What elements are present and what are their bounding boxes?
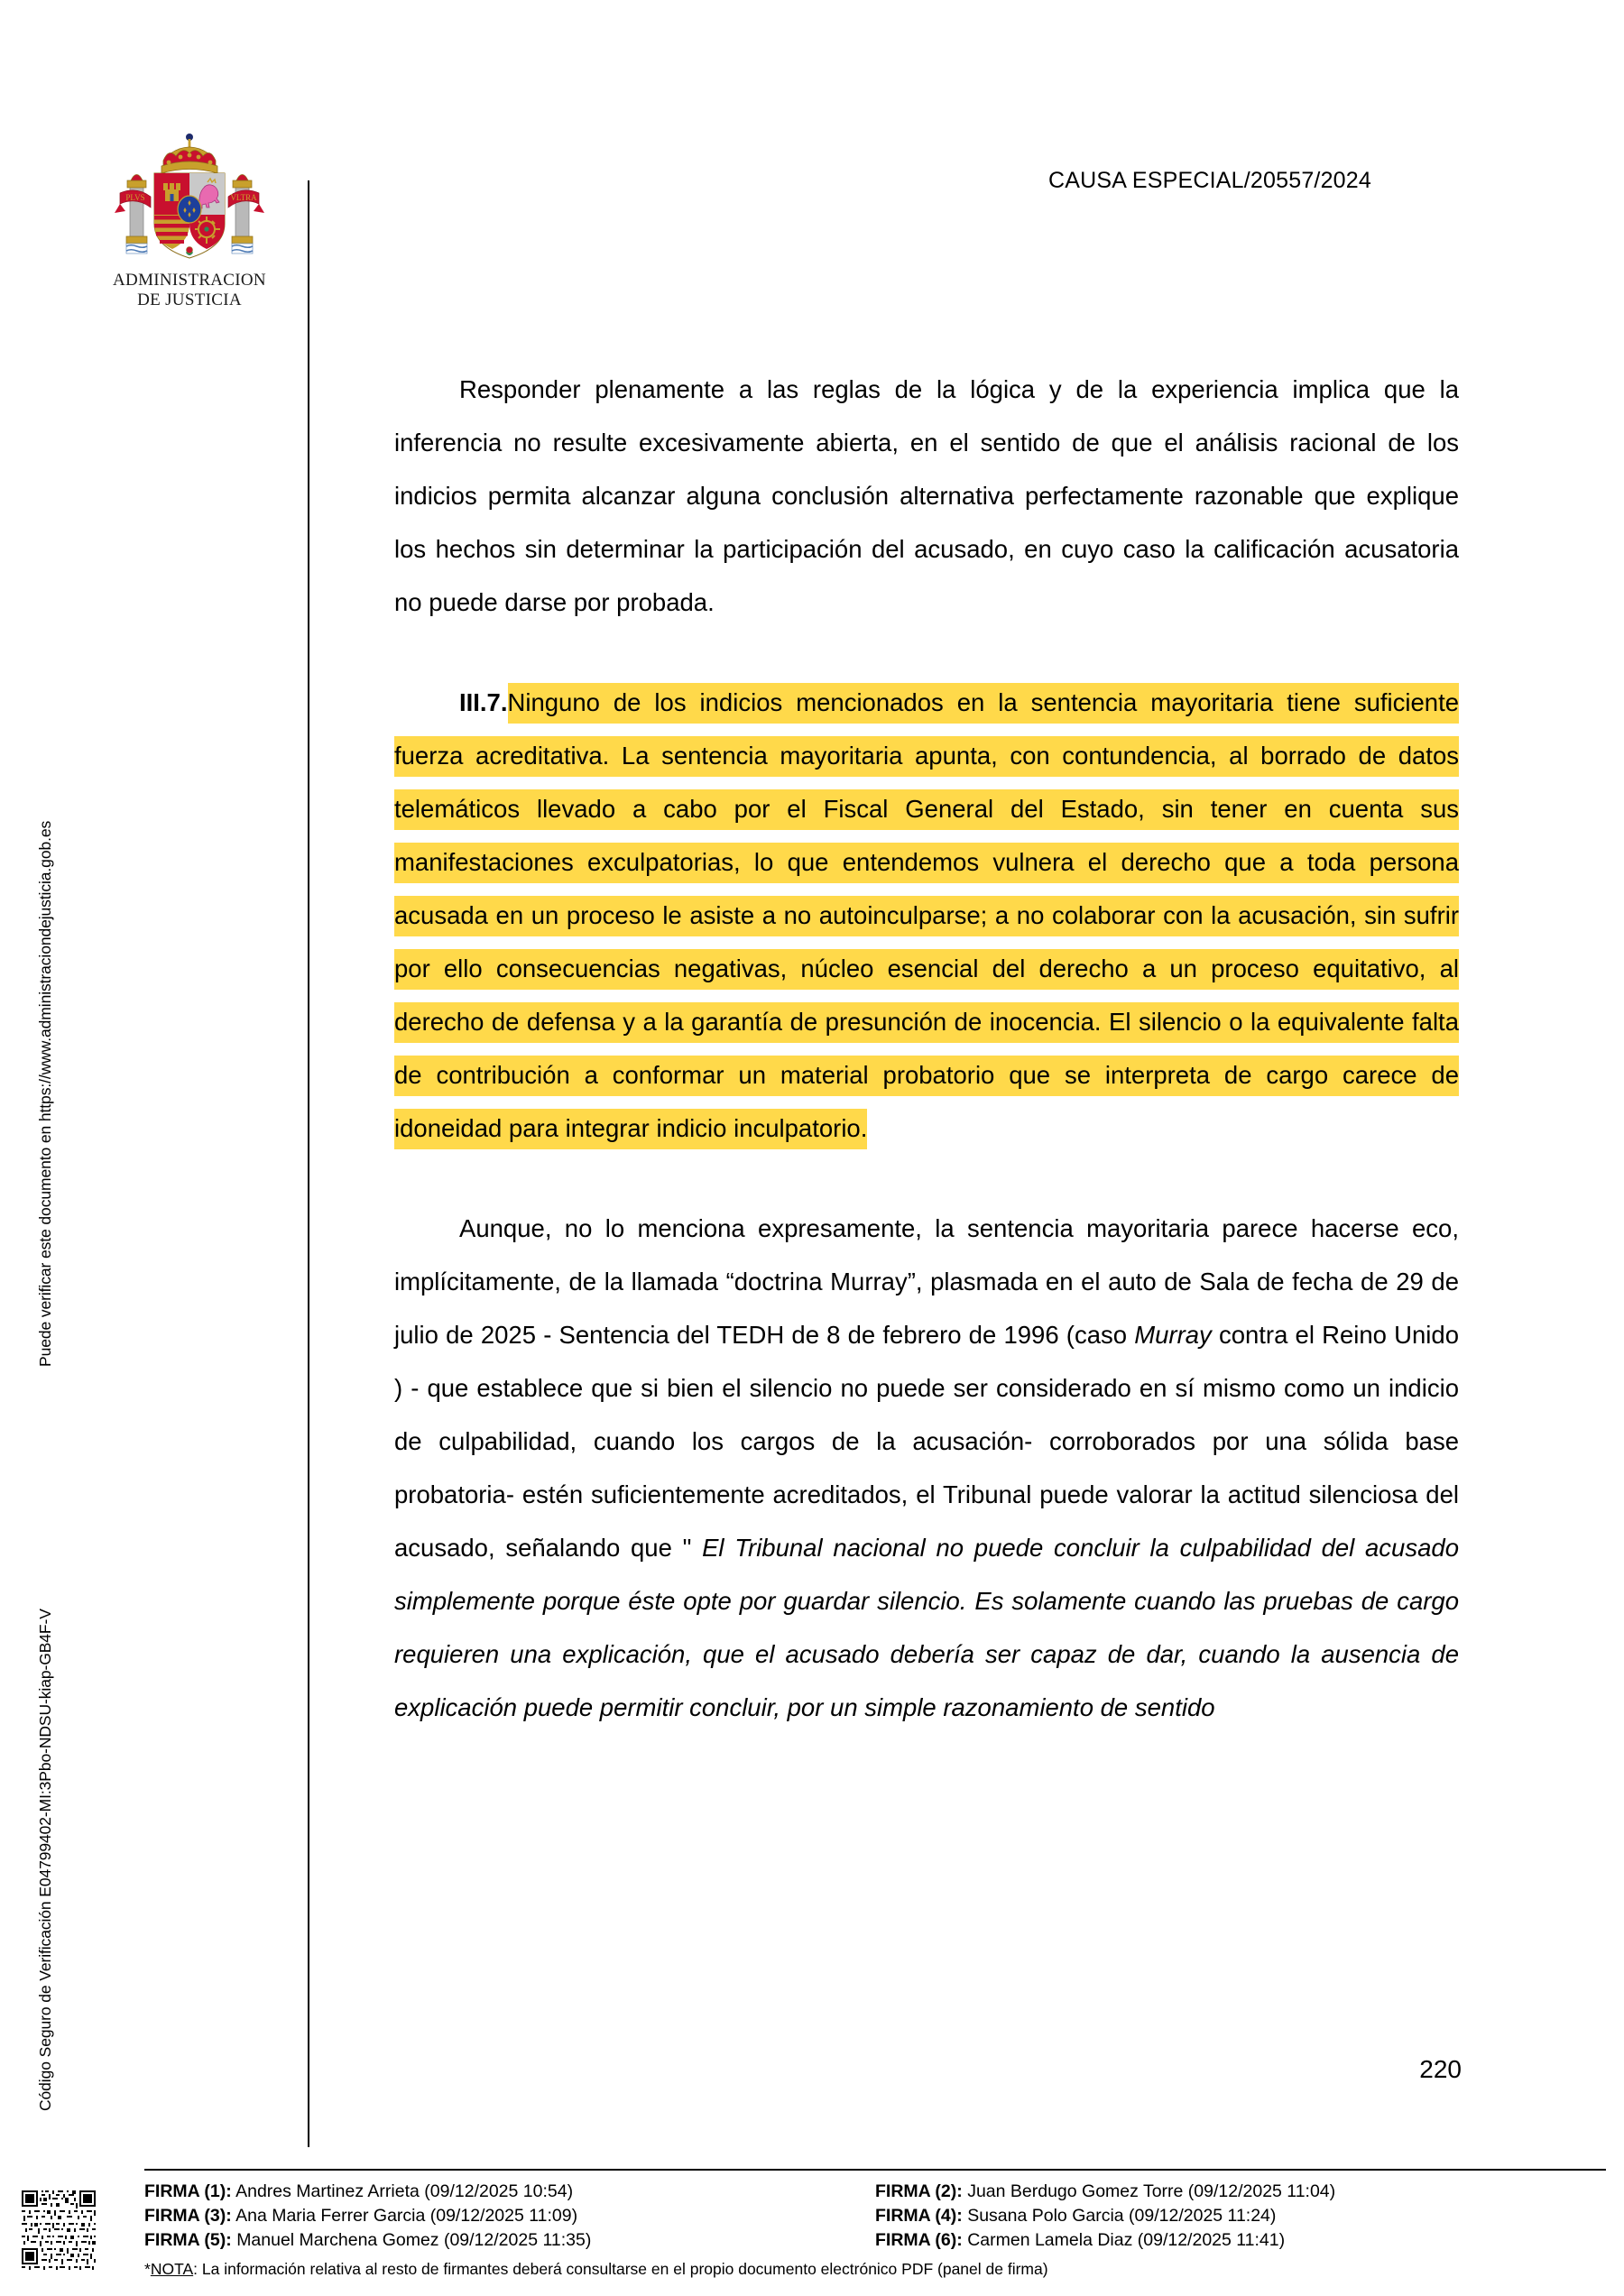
highlighted-passage: Ninguno de los indicios mencionados en la sentencia mayoritaria tiene suficiente fuerza acreditativa. La sentencia mayoritaria apunta, con contundencia, al borrado de datos telemáticos llevado a cabo por el Fiscal General del Estado, sin tener en cuenta sus manifestaciones exculpatorias, lo que entendemos vulnera el derecho que a toda persona acusada en un proceso le asiste a no autoinculparse; a no colaborar con la acusación, sin sufrir por ello consecuencias negativas, núcleo esencial del derecho a un proceso equitativo, al derecho de defensa y a la garantía de presunción de inocencia. El silencio o la equivalente falta de contribución a conformar un material probatorio que se interpreta de cargo carece de idoneidad para integrar indicio inculpatorio.: [394, 683, 1459, 1149]
emblem-label-line2: DE JUSTICIA: [137, 290, 242, 310]
document-body: [394, 363, 1459, 1734]
paragraph-spacer: [394, 1155, 1459, 1202]
signature-value-5: Manuel Marchena Gomez (09/12/2025 11:35): [236, 2230, 592, 2250]
signature-label-3: FIRMA (3):: [144, 2206, 232, 2226]
signature-label-5: FIRMA (5):: [144, 2230, 232, 2250]
page-number: 220: [1419, 2055, 1462, 2083]
signature-value-3: Ana Maria Ferrer Garcia (09/12/2025 11:09): [235, 2206, 578, 2226]
section-number-iii-7: III.7.: [459, 688, 508, 716]
signature-label-1: FIRMA (1):: [144, 2181, 232, 2201]
footer-note-asterisk: *: [144, 2260, 151, 2278]
verification-url-text: Puede verificar este documento en https://www.administraciondejusticia.gob.es: [36, 820, 54, 1367]
signature-entry-5: [144, 2228, 875, 2253]
spain-coat-of-arms-icon: [106, 126, 273, 271]
signature-row: [144, 2180, 1606, 2204]
signature-entry-1: [144, 2180, 875, 2204]
coat-of-arms-emblem: [99, 126, 280, 311]
signature-value-1: Andres Martinez Arrieta (09/12/2025 10:54): [235, 2181, 574, 2201]
signature-label-4: FIRMA (4):: [875, 2206, 963, 2226]
paragraph-aunque-part1: Aunque, no lo menciona expresamente, la sentencia mayoritaria parece hacerse eco, implícitamente, de la llamada “doctrina Murray”, plasmada en el auto de Sala de fecha de 29 de julio de 2025 - Sentencia del TEDH de 8 de febrero de 1996 (caso: [394, 1214, 1459, 1349]
case-reference-header: CAUSA ESPECIAL/20557/2024: [1047, 168, 1371, 193]
footer-divider-rule: [144, 2169, 1606, 2171]
signature-table: [144, 2180, 1606, 2253]
margin-divider-rule: [308, 180, 309, 2147]
document-footer: [0, 2158, 1624, 2296]
signature-row: [144, 2204, 1606, 2228]
paragraph-responder: Responder plenamente a las reglas de la lógica y de la experiencia implica que la inferencia no resulte excesivamente abierta, en el sentido de que el análisis racional de los indicios permita alcanzar alguna conclusión alternativa perfectamente razonable que explique los hechos sin determinar la participación del acusado, en cuyo caso la calificación acusatoria no puede darse por probada.: [394, 375, 1459, 616]
footer-note: [144, 2259, 1048, 2279]
motto-plus-label: PLVS: [125, 193, 145, 202]
footer-note-keyword: NOTA: [150, 2260, 194, 2278]
tedh-quotation: El Tribunal nacional no puede concluir la culpabilidad del acusado simplemente porque éste opte por guardar silencio. Es solamente cuando las pruebas de cargo requieren una explicación, que el acusado debería ser capaz de dar, cuando la ausencia de explicación puede permitir concluir, por un simple razonamiento de sentido: [394, 1534, 1459, 1721]
paragraph-aunque-part2: contra el Reino Unido ) - que establece que si bien el silencio no puede ser considerado en sí mismo como un indicio de culpabilidad, cuando los cargos de la acusación- corroborados por una sólida base probatoria- estén suficientemente acreditados, el Tribunal puede valorar la actitud silenciosa del acusado, señalando que ": [394, 1321, 1459, 1562]
qr-code-icon: [20, 2183, 97, 2273]
motto-ultra-label: VLTRA: [230, 193, 257, 202]
signature-label-2: FIRMA (2):: [875, 2181, 963, 2201]
signature-value-4: Susana Polo Garcia (09/12/2025 11:24): [967, 2206, 1277, 2226]
qr-code: [20, 2183, 97, 2273]
verification-margin-strip: [0, 0, 54, 2147]
signature-entry-3: [144, 2204, 875, 2228]
paragraph-spacer: [394, 629, 1459, 676]
case-name-murray: Murray: [1134, 1321, 1212, 1349]
signature-entry-4: [875, 2204, 1606, 2228]
signature-value-2: Juan Berdugo Gomez Torre (09/12/2025 11:04): [967, 2181, 1336, 2201]
signature-value-6: Carmen Lamela Diaz (09/12/2025 11:41): [967, 2230, 1286, 2250]
paragraph-iii-7: [394, 676, 1459, 1155]
signature-entry-6: [875, 2228, 1606, 2253]
paragraph-aunque: [394, 1202, 1459, 1734]
signature-row: [144, 2228, 1606, 2253]
signature-label-6: FIRMA (6):: [875, 2230, 963, 2250]
verification-code-text: Código Seguro de Verificación E04799402-MI:3Pbo-NDSU-kiap-GB4F-V: [36, 1609, 54, 2111]
signature-entry-2: [875, 2180, 1606, 2204]
footer-note-text: : La información relativa al resto de firmantes deberá consultarse en el propio documento electrónico PDF (panel de firma): [193, 2260, 1048, 2278]
emblem-label-line1: ADMINISTRACION: [113, 271, 266, 290]
